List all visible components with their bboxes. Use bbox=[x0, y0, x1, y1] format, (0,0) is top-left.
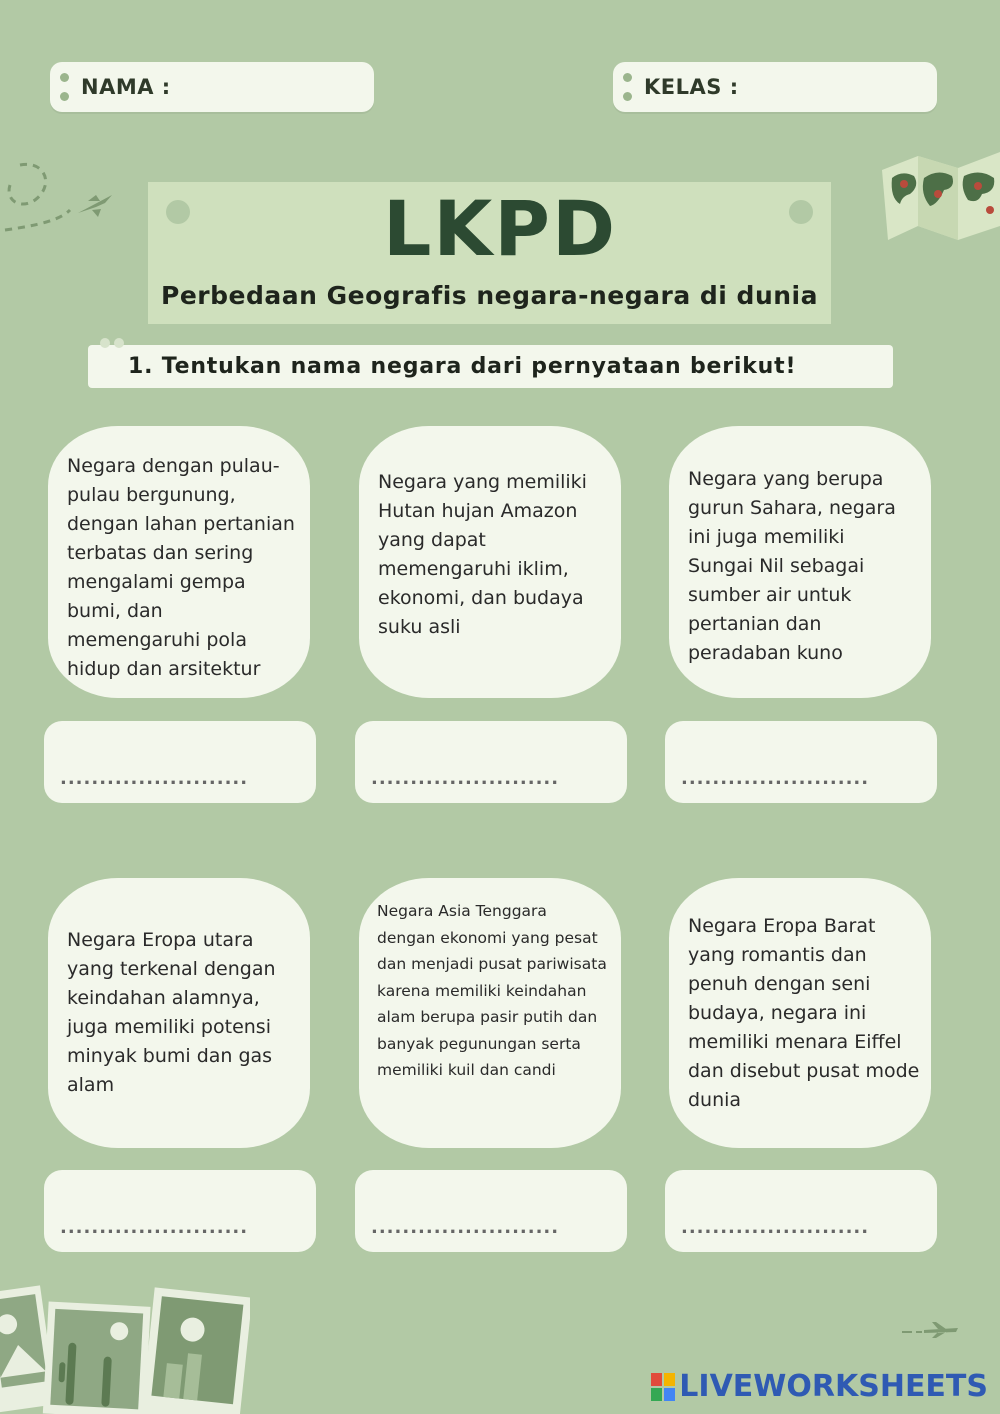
answer-field-2[interactable] bbox=[355, 721, 627, 803]
answer-placeholder: ........................ bbox=[681, 768, 870, 789]
brand-text: LIVEWORKSHEETS bbox=[679, 1369, 988, 1404]
instruction-bar bbox=[88, 345, 893, 388]
brand-logo[interactable] bbox=[651, 1369, 988, 1404]
answer-placeholder: ........................ bbox=[60, 1217, 249, 1238]
answer-field-5[interactable] bbox=[355, 1170, 627, 1252]
question-card-5 bbox=[359, 878, 621, 1148]
class-field[interactable] bbox=[613, 62, 937, 112]
liveworksheets-logo-icon bbox=[651, 1373, 675, 1401]
question-text: Negara Eropa Barat yang romantis dan penuh dengan seni budaya, negara ini memiliki menara Eiffel dan disebut pusat mode dunia bbox=[688, 915, 920, 1111]
question-text: Negara Asia Tenggara dengan ekonomi yang pesat dan menjadi pusat pariwisata karena memiliki keindahan alam berupa pasir putih dan banyak pegunungan serta memiliki kuil dan candi bbox=[377, 902, 607, 1079]
name-field[interactable] bbox=[50, 62, 374, 112]
page-title: LKPD bbox=[382, 184, 618, 273]
dots-icon bbox=[60, 73, 69, 101]
instruction-text: 1. Tentukan nama negara dari pernyataan berikut! bbox=[128, 354, 797, 379]
answer-field-4[interactable] bbox=[44, 1170, 316, 1252]
class-label: KELAS : bbox=[644, 75, 739, 99]
answer-placeholder: ........................ bbox=[681, 1217, 870, 1238]
answer-placeholder: ........................ bbox=[371, 768, 560, 789]
dots-icon bbox=[623, 73, 632, 101]
answer-placeholder: ........................ bbox=[60, 768, 249, 789]
question-text: Negara dengan pulau-pulau bergunung, dengan lahan pertanian terbatas dan sering mengalami gempa bumi, dan memengaruhi pola hidup dan arsitektur bbox=[67, 455, 295, 680]
question-card-1 bbox=[48, 426, 310, 698]
question-card-2 bbox=[359, 426, 621, 698]
question-text: Negara yang memiliki Hutan hujan Amazon yang dapat memengaruhi iklim, ekonomi, dan budaya suku asli bbox=[378, 471, 587, 638]
question-card-6 bbox=[669, 878, 931, 1148]
question-card-3 bbox=[669, 426, 931, 698]
answer-field-6[interactable] bbox=[665, 1170, 937, 1252]
photo-cards-icon bbox=[0, 1274, 250, 1414]
question-text: Negara yang berupa gurun Sahara, negara ini juga memiliki Sungai Nil sebagai sumber air untuk pertanian dan peradaban kuno bbox=[688, 468, 896, 664]
answer-placeholder: ........................ bbox=[371, 1217, 560, 1238]
question-text: Negara Eropa utara yang terkenal dengan keindahan alamnya, juga memiliki potensi minyak bumi dan gas alam bbox=[67, 929, 276, 1096]
answer-field-3[interactable] bbox=[665, 721, 937, 803]
answer-field-1[interactable] bbox=[44, 721, 316, 803]
name-label: NAMA : bbox=[81, 75, 171, 99]
dots-icon bbox=[100, 338, 126, 348]
question-card-4 bbox=[48, 878, 310, 1148]
page-subtitle: Perbedaan Geografis negara-negara di dunia bbox=[161, 281, 818, 310]
plane-icon bbox=[900, 1320, 962, 1340]
